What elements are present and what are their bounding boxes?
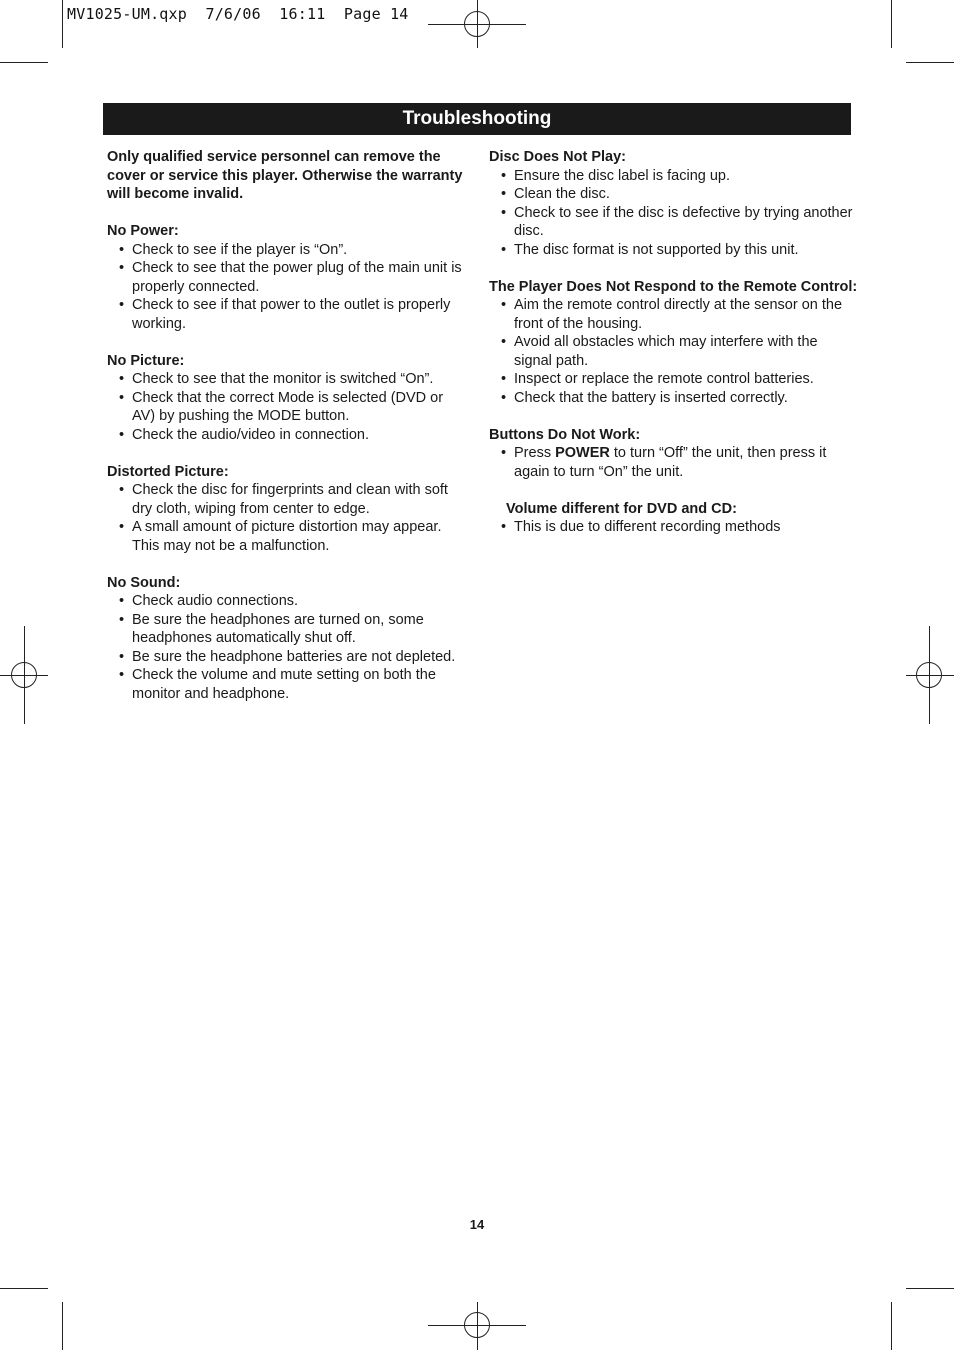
- list-item: [489, 444, 859, 481]
- crop-mark: [906, 62, 954, 63]
- bullet-list: [489, 167, 859, 260]
- list-item: • The disc format is not supported by this unit.: [489, 241, 859, 260]
- registration-circle: [464, 1312, 490, 1338]
- crop-mark: [891, 0, 892, 48]
- list-item: • Be sure the headphone batteries are not depleted.: [107, 648, 467, 667]
- warranty-notice: Only qualified service personnel can remove the cover or service this player. Otherwise the warranty will become invalid.: [107, 149, 463, 202]
- list-item: • Check to see if that power to the outlet is properly working.: [107, 296, 467, 333]
- bullet-list: [107, 241, 467, 334]
- list-item: • Check the audio/video in connection.: [107, 426, 467, 445]
- list-item: • Be sure the headphones are turned on, some headphones automatically shut off.: [107, 611, 467, 648]
- section-heading: Disc Does Not Play:: [489, 149, 626, 165]
- page-title: Troubleshooting: [402, 108, 552, 129]
- list-item: • Avoid all obstacles which may interfere with the signal path.: [489, 333, 859, 370]
- section-heading: Volume different for DVD and CD:: [506, 500, 737, 517]
- section-no-picture: [107, 352, 467, 445]
- list-item: • A small amount of picture distortion may appear. This may not be a malfunction.: [107, 518, 467, 555]
- list-item: • Check that the correct Mode is selected (DVD or AV) by pushing the MODE button.: [107, 389, 467, 426]
- crop-mark: [0, 62, 48, 63]
- print-slug: MV1025-UM.qxp 7/6/06 16:11 Page 14: [67, 5, 409, 23]
- list-item: • Aim the remote control directly at the sensor on the front of the housing.: [489, 296, 859, 333]
- section-disc-does-not-play: [489, 148, 859, 259]
- bullet-list: [107, 370, 467, 444]
- crop-mark: [62, 0, 63, 48]
- list-item: • Check that the battery is inserted correctly.: [489, 389, 859, 408]
- list-item: • Check to see that the monitor is switched “On”.: [107, 370, 467, 389]
- bullet-list: [107, 481, 467, 555]
- list-item: • Check to see if the disc is defective by trying another disc.: [489, 204, 859, 241]
- section-no-sound: [107, 574, 467, 704]
- power-keyword: POWER: [555, 445, 610, 461]
- left-column: [107, 148, 467, 722]
- list-item: • Check audio connections.: [107, 592, 467, 611]
- crop-mark: [0, 1288, 48, 1289]
- page-title-banner: [103, 103, 851, 135]
- section-distorted-picture: [107, 463, 467, 556]
- crop-mark: [891, 1302, 892, 1350]
- list-item: • Check to see that the power plug of the main unit is properly connected.: [107, 259, 467, 296]
- section-volume-different: [489, 500, 859, 537]
- section-remote-control: [489, 278, 859, 408]
- list-item-text: Press: [514, 445, 556, 461]
- list-item: • This is due to different recording methods: [489, 518, 859, 537]
- section-buttons-do-not-work: [489, 426, 859, 482]
- list-item: • Check the disc for fingerprints and clean with soft dry cloth, wiping from center to edge.: [107, 481, 467, 518]
- section-heading: No Sound:: [107, 574, 181, 591]
- crop-mark: [906, 1288, 954, 1289]
- list-item: • Inspect or replace the remote control batteries.: [489, 370, 859, 389]
- registration-circle: [464, 11, 490, 37]
- list-item: • Check the volume and mute setting on both the monitor and headphone.: [107, 666, 467, 703]
- bullet-list: [489, 296, 859, 407]
- bullet-list: [489, 444, 859, 481]
- section-heading: Distorted Picture:: [107, 463, 229, 480]
- bullet-list: [107, 592, 467, 703]
- list-item: • Ensure the disc label is facing up.: [489, 167, 859, 186]
- section-heading: Buttons Do Not Work:: [489, 426, 641, 443]
- list-item-text: to turn “Off” the unit, then press it again to turn “On” the unit.: [514, 445, 827, 480]
- section-heading: No Picture:: [107, 352, 185, 369]
- right-column: [489, 148, 859, 555]
- registration-circle: [11, 662, 37, 688]
- crop-mark: [62, 1302, 63, 1350]
- registration-circle: [916, 662, 942, 688]
- section-heading: The Player Does Not Respond to the Remote Control:: [489, 278, 858, 295]
- section-heading: No Power:: [107, 223, 179, 239]
- list-item: • Check to see if the player is “On”.: [107, 241, 467, 260]
- page-number: 14: [469, 1217, 485, 1232]
- section-no-power: [107, 222, 467, 333]
- bullet-list: [489, 518, 859, 537]
- list-item: • Clean the disc.: [489, 185, 859, 204]
